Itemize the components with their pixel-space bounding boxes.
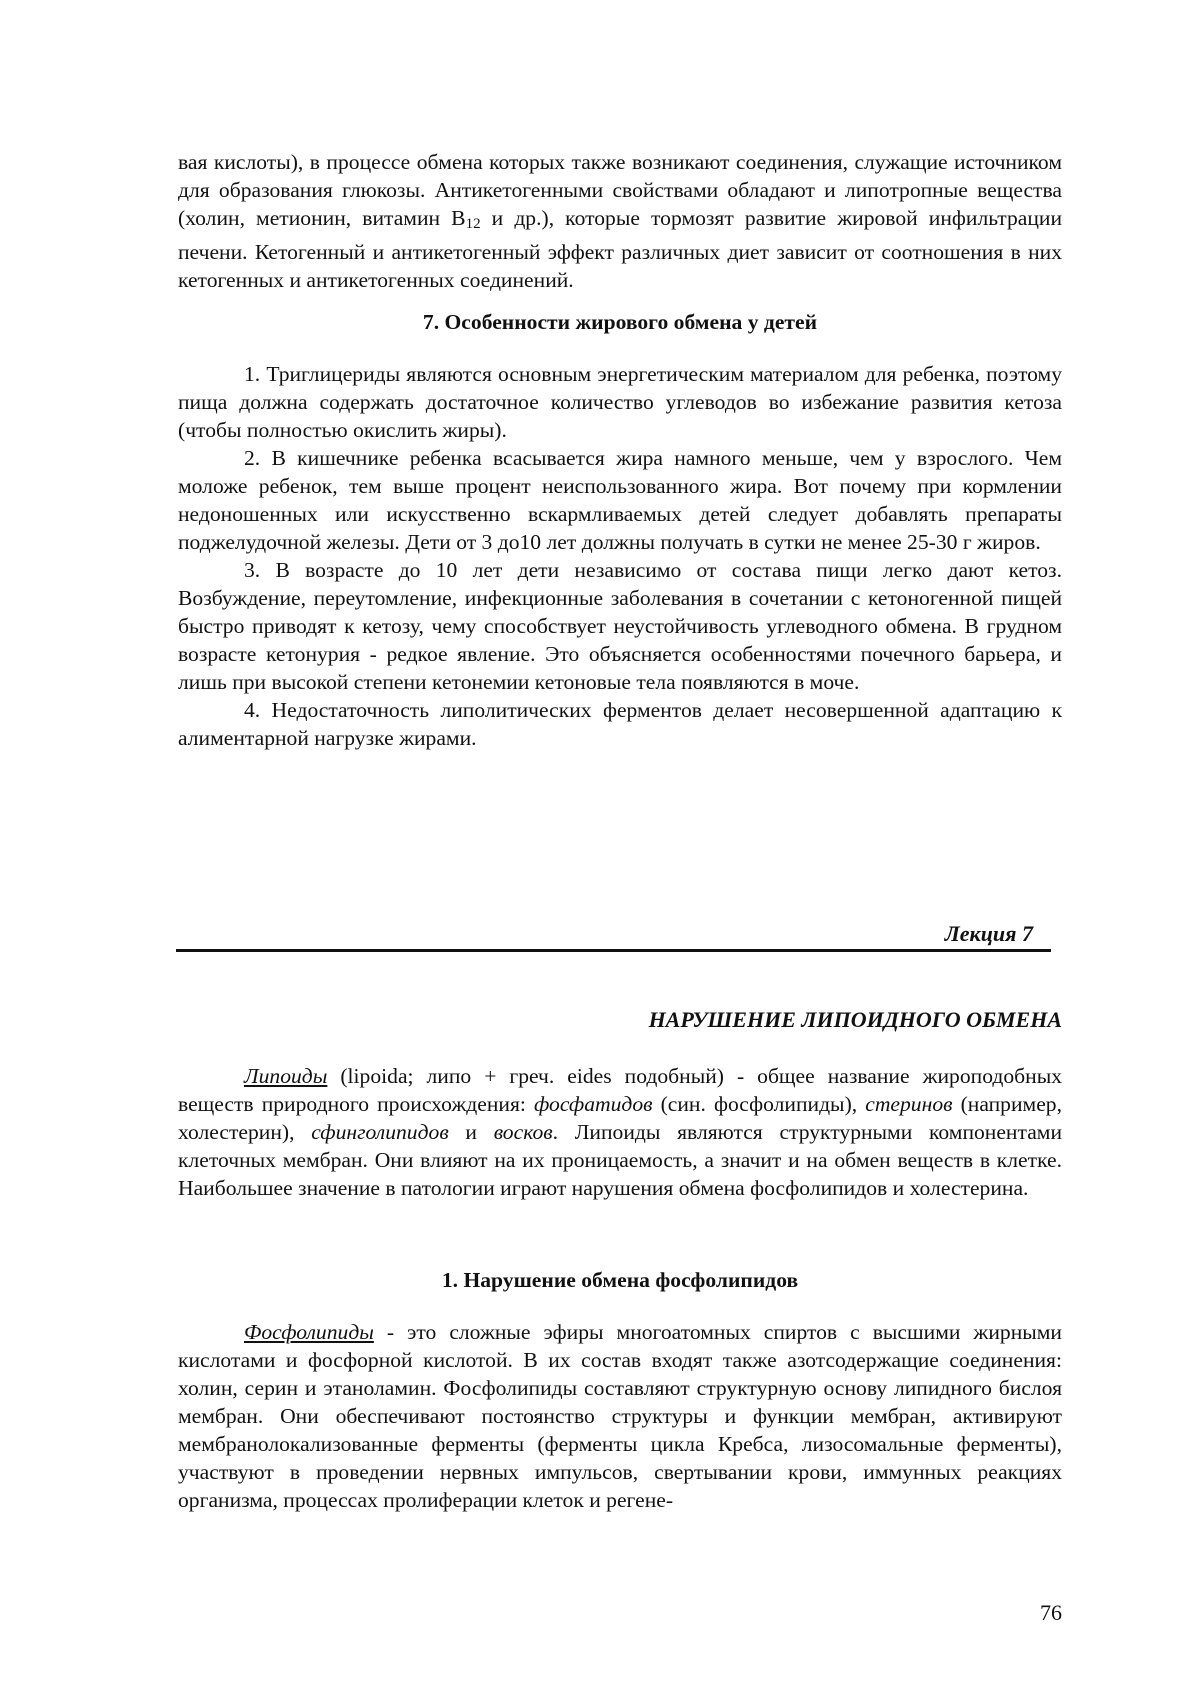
- lecture-label: Лекция 7: [944, 921, 1033, 946]
- section-1: [178, 1266, 1062, 1294]
- section-1-body: [178, 1318, 1062, 1514]
- list-item: 1. Триглицериды являются основным энергетическим материалом для ребенка, поэтому пища должна содержать достаточное количество углеводов во избежание развития кетоза (чтобы полностью окислить жиры).: [178, 362, 1062, 442]
- section-1-heading: 1. Нарушение обмена фосфолипидов: [441, 1268, 799, 1292]
- intro-paragraph: [178, 1062, 1062, 1202]
- lecture-divider: [176, 949, 1051, 952]
- page-number: 76: [1040, 1600, 1062, 1625]
- list-item: 3. В возрасте до 10 лет дети независимо от состава пищи легко дают кетоз. Возбуждение, переутомление, инфекционные заболевания в сочетании с кетоногенной пищей быстро приводят к кетозу, чему способствует неустойчивость углеводного обмена. В грудном возрасте кетонурия - редкое явление. Это объясняется особенностями почечного барьера, и лишь при высокой степени кетонемии кетоновые тела появляются в моче.: [178, 558, 1062, 694]
- section-7: [178, 308, 1062, 336]
- term-phospholipids: Фосфолипиды: [244, 1320, 374, 1344]
- section-7-items: [178, 360, 1062, 752]
- list-item: 4. Недостаточность липолитических ферментов делает несовершенной адаптацию к алиментарной нагрузке жирами.: [178, 698, 1062, 750]
- subscript: 12: [465, 216, 481, 232]
- lecture-title: НАРУШЕНИЕ ЛИПОИДНОГО ОБМЕНА: [648, 1007, 1062, 1032]
- list-item: 2. В кишечнике ребенка всасывается жира намного меньше, чем у взрослого. Чем моложе ребенок, тем выше процент неиспользованного жира. Вот почему при кормлении недоношенных или искусственно вскармливаемых детей следует добавлять препараты поджелудочной железы. Дети от 3 до10 лет должны получать в сутки не менее 25-30 г жиров.: [178, 446, 1062, 554]
- section-7-heading: 7. Особенности жирового обмена у детей: [422, 310, 818, 334]
- lipoids-definition: Липоиды (lipoida; липо + греч. eides подобный) - общее название жироподобных веществ природного происхождения: фосфатидов (син. фосфолипиды), стеринов (например, холестерин), сфинголипидов и восков. Липоиды являются структурными компонентами клеточных мембран. Они влияют на их проницаемость, а значит и на обмен веществ в клетке. Наибольшее значение в патологии играют нарушения обмена фосфолипидов и холестерина.: [178, 1064, 1062, 1200]
- phospholipids-paragraph: Фосфолипиды - это сложные эфиры многоатомных спиртов с высшими жирными кислотами и фосфорной кислотой. В их состав входят также азотсодержащие соединения: холин, серин и этаноламин. Фосфолипиды составляют структурную основу липидного бислоя мембран. Они обеспечивают постоянство структуры и функции мембран, активируют мембранолокализованные ферменты (ферменты цикла Кребса, лизосомальные ферменты), участвуют в проведении нервных импульсов, свертывании крови, иммунных реакциях организма, процессах пролиферации клеток и регене-: [178, 1320, 1062, 1512]
- continuation-paragraph: вая кислоты), в процессе обмена которых также возникают соединения, служащие источником для образования глюкозы. Антикетогенными свойствами обладают и липотропные вещества (холин, метионин, витамин $В_{12}$ и др.), которые тормозят развитие жировой инфильтрации печени. Кетогенный и антикетогенный эффект различных диет зависит от соотношения в них кетогенных и антикетогенных соединений.: [178, 150, 1063, 292]
- top-paragraph: [178, 148, 1062, 294]
- term-lipoids: Липоиды: [244, 1064, 328, 1088]
